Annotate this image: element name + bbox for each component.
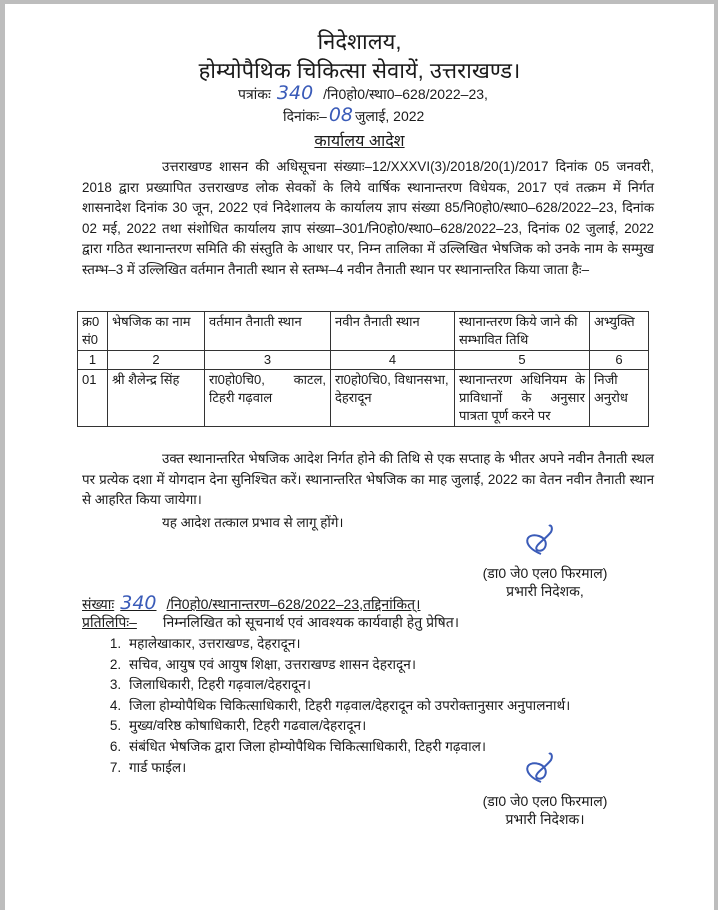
dispatch-number-suffix: /नि0हो0/स्थानान्तरण–628/2022–23,तद्दिनांकित्। [166,596,421,612]
header-cell: स्थानान्तरण किये जाने की सम्भावित तिथि [455,312,590,351]
copy-text: निम्नलिखित को सूचनार्थ एवं आवश्यक कार्यवाही हेतु प्रेषित। [162,614,460,630]
instruction-paragraph: उक्त स्थानान्तरित भेषजिक आदेश निर्गत होने की तिथि से एक सप्ताह के भीतर अपने नवीन तैनाती स्थल पर प्रत्येक दशा में योगदान देना सुनिश्चित करें। स्थानान्तरित भेषजिक का माह जुलाई, 2022 का वेतन नवीन तैनाती स्थान से आहरित किया जायेगा। [82,451,654,507]
header-cell: वर्तमान तैनाती स्थान [205,312,331,351]
list-item: 2. सचिव, आयुष एवं आयुष शिक्षा, उत्तराखण्ड शासन देहरादून। [125,655,570,676]
list-item: 7. गार्ड फाईल। [125,758,570,779]
signatory-name: (डा0 जे0 एल0 फिरमाल) [482,793,608,809]
column-number: 6 [590,351,649,370]
list-item: 4. जिला होम्योपैथिक चिकित्साधिकारी, टिहरी गढ़वाल/देहरादून को उपरोक्तानुसार अनुपालनार्थ। [125,696,570,717]
header-cell: भेषजिक का नाम [108,312,205,351]
table-header-row [78,312,649,351]
date-suffix: जुलाई, 2022 [355,108,425,124]
signatory-designation: प्रभारी निदेशक, [506,583,584,599]
new-posting-cell: रा0हो0चि0, विधानसभा, देहरादून [331,370,455,427]
effect-paragraph: यह आदेश तत्काल प्रभाव से लागू होंगे। [162,515,344,530]
handwritten-signature-icon [511,524,571,558]
order-title: कार्यालय आदेश [314,133,405,150]
transfer-table [77,311,649,427]
list-item: 1. महालेखाकार, उत्तराखण्ड, देहरादून। [125,634,570,655]
header-cell: नवीन तैनाती स्थान [331,312,455,351]
handwritten-signature-icon [511,752,571,786]
column-number-row [78,351,649,370]
office-name: निदेशालय, [317,29,402,54]
copy-label: प्रतिलिपिः– [82,614,137,630]
header-cell: क्र0 सं0 [78,312,108,351]
dispatch-handwritten-number: 340 [120,592,157,614]
signatory-name: (डा0 जे0 एल0 फिरमाल) [482,565,608,581]
ref-label: पत्रांकः [238,86,271,102]
order-heading [5,129,714,151]
list-item: 6. संबंधित भेषजिक द्वारा जिला होम्योपैथिक चिकित्साधिकारी, टिहरी गढ़वाल। [125,737,570,758]
ref-suffix: /नि0हो0/स्था0–628/2022–23, [323,86,488,102]
document-page [5,4,714,910]
list-item: 3. जिलाधिकारी, टिहरी गढ़वाल/देहरादून। [125,675,570,696]
reference-number [238,82,488,104]
signatory-designation: प्रभारी निदेशक। [505,811,585,827]
header-cell: अभ्युक्ति [590,312,649,351]
transfer-date-cell: स्थानान्तरण अधिनियम के प्राविधानों के अनुसार पात्रता पूर्ण करने पर [455,370,590,427]
date-handwritten-day: 08 [328,104,354,126]
current-posting-cell: रा0हो0चि0, काटल, टिहरी गढ़वाल [205,370,331,427]
ref-handwritten-number: 340 [276,82,314,104]
list-item: 5. मुख्य/वरिष्ठ कोषाधिकारी, टिहरी गढवाल/देहरादून। [125,716,570,737]
department-name: होम्योपैथिक चिकित्सा सेवायें, उत्तराखण्ड। [198,58,521,83]
pharmacist-name-cell: श्री शैलेन्द्र सिंह [108,370,205,427]
remarks-cell: निजी अनुरोध [590,370,649,427]
column-number: 1 [78,351,108,370]
recipient-list [105,634,570,778]
copy-to-line [82,613,459,632]
table-row [78,370,649,427]
intro-paragraph: उत्तराखण्ड शासन की अधिसूचना संख्याः–12/XXXVI(3)/2018/20(1)/2017 दिनांक 05 जनवरी, 2018 द्वारा प्रख्यापित उत्तराखण्ड लोक सेवकों के लिये वार्षिक स्थानान्तरण विधेयक, 2017 एवं तत्क्रम में निर्गत शासनादेश दिनांक 30 जून, 2022 एवं निदेशालय के कार्यालय ज्ञाप संख्या 85/नि0हो0/स्था0–628/2022–23, दिनांक 02 मई, 2022 तथा संशोधित कार्यालय ज्ञाप संख्या–301/नि0हो0/स्था0–628/2022–23, दिनांक 02 जुलाई, 2022 द्वारा गठित स्थानान्तरण समिति की संस्तुति के आधार पर, निम्न तालिका में उल्लिखित भेषजिक को उनके नाम के सम्मुख स्तम्भ–3 में उल्लिखित वर्तमान तैनाती स्थान से स्तम्भ–4 नवीन तैनाती स्थान पर स्थानान्तरित किया जाता हैः– [82,159,654,277]
serial-cell: 01 [78,370,108,427]
date-label: दिनांकः– [283,108,327,124]
order-date [283,104,424,126]
column-number: 4 [331,351,455,370]
dispatch-number-label: संख्याः [82,596,115,612]
column-number: 3 [205,351,331,370]
column-number: 5 [455,351,590,370]
column-number: 2 [108,351,205,370]
dispatch-number [82,592,420,614]
